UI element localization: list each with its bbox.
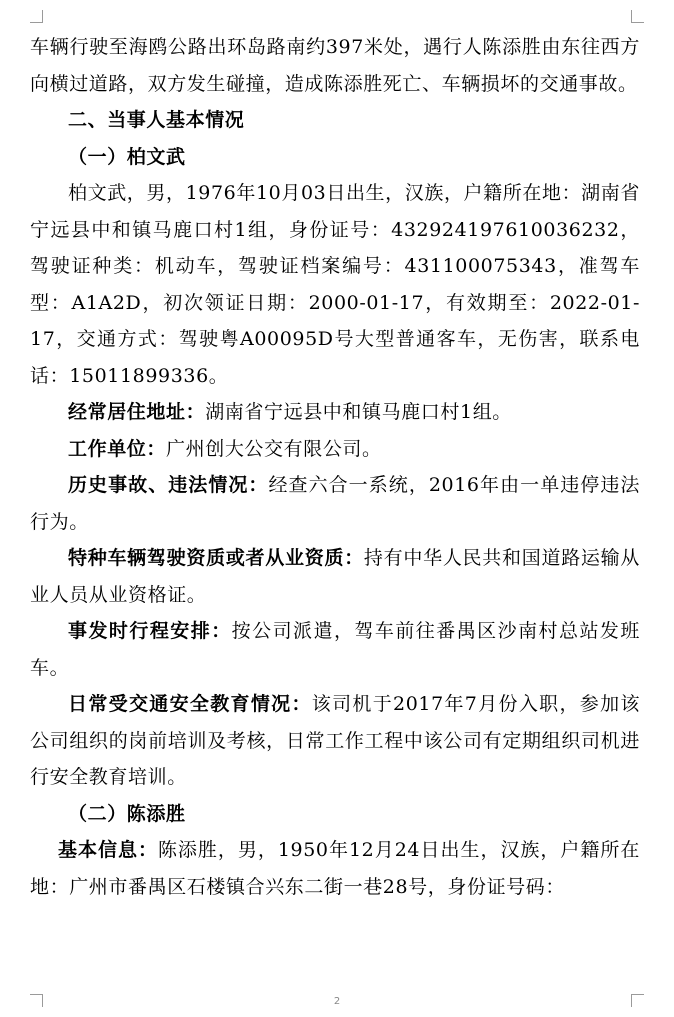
subsection-heading-chen [30, 796, 640, 833]
paragraph-chen-basic-info [30, 832, 640, 905]
field-value: 经查六合一系统，2016年由一单违停违法行为。 [30, 474, 640, 533]
field-value: 湖南省宁远县中和镇马鹿口村1组。 [205, 401, 512, 423]
paragraph-accident-summary [30, 29, 640, 102]
heading-text: 二、当事人基本情况 [68, 109, 245, 131]
field-label: 历史事故、违法情况： [68, 474, 269, 496]
field-label: 特种车辆驾驶资质或者从业资质： [68, 547, 364, 569]
field-value: 持有中华人民共和国道路运输从业人员从业资格证。 [30, 547, 640, 606]
field-value: 陈添胜，男，1950年12月24日出生，汉族，户籍所在地：广州市番禺区石楼镇合兴东二街一巷28号，身份证号码： [30, 839, 640, 898]
field-value: 按公司派遣，驾车前往番禺区沙南村总站发班车。 [30, 620, 640, 679]
paragraph-safety-education [30, 686, 640, 796]
paragraph-history [30, 467, 640, 540]
heading-text: （二）陈添胜 [68, 802, 186, 825]
field-value: 该司机于2017年7月份入职，参加该公司组织的岗前培训及考核，日常工作工程中该公司有定期组织司机进行安全教育培训。 [30, 693, 640, 788]
crop-mark-top-right [631, 10, 644, 23]
paragraph-qualification [30, 540, 640, 613]
paragraph-employer [30, 431, 640, 468]
field-value: 广州创大公交有限公司。 [166, 437, 382, 460]
page-number: 2 [333, 996, 341, 1007]
paragraph-text: 柏文武，男，1976年10月03日出生，汉族，户籍所在地：湖南省宁远县中和镇马鹿口村1组，身份证号：432924197610036232，驾驶证种类：机动车，驾驶证档案编号：431100075343，准驾车型：A1A2D，初次领证日期：2000-01-17，有效期至：2022-01-17，交通方式：驾驶粤A00095D号大型普通客车，无伤害，联系电话：15011899336。 [30, 182, 640, 387]
document-body [30, 29, 640, 905]
paragraph-residence [30, 394, 640, 431]
field-label: 日常受交通安全教育情况： [68, 693, 312, 715]
field-label: 经常居住地址： [68, 401, 206, 423]
section-heading-parties [30, 102, 640, 139]
heading-text: （一）柏文武 [68, 145, 186, 168]
subsection-heading-bai [30, 139, 640, 176]
crop-mark-top-left [30, 10, 43, 23]
field-label: 事发时行程安排： [68, 620, 232, 642]
field-label: 基本信息： [58, 839, 158, 861]
paragraph-bai-basic-info [30, 175, 640, 394]
paragraph-itinerary [30, 613, 640, 686]
paragraph-text: 车辆行驶至海鸥公路出环岛路南约397米处，遇行人陈添胜由东往西方向横过道路，双方发生碰撞，造成陈添胜死亡、车辆损坏的交通事故。 [30, 36, 640, 95]
field-label: 工作单位： [68, 437, 167, 460]
